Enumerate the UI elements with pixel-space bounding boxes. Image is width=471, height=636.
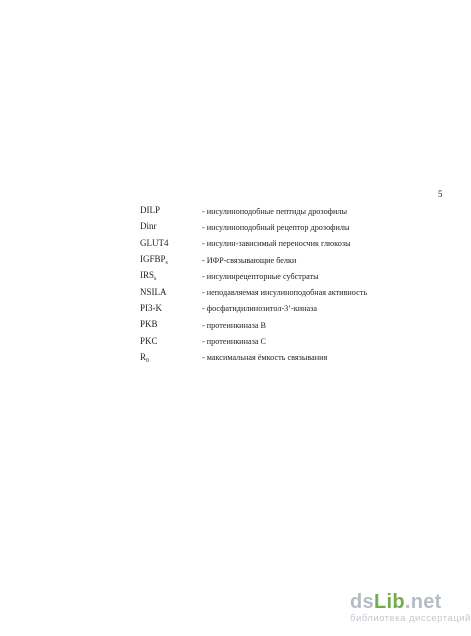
logo-ds: ds [350, 591, 374, 613]
abbreviation-definition: - ИФР-связывающие белки [202, 255, 297, 265]
list-item [140, 350, 400, 366]
abbreviation-term: NSILA [140, 286, 167, 297]
abbreviation-term: PKB [140, 319, 158, 330]
list-item [140, 284, 400, 300]
list-item [140, 219, 400, 235]
abbreviation-term: $R_0$ [140, 351, 150, 364]
abbreviation-term: $IGFBP_s$ [140, 254, 168, 267]
abbreviation-definition: - максимальная ёмкость связывания [202, 353, 328, 363]
list-item [140, 252, 400, 268]
abbreviation-term: PKC [140, 335, 158, 346]
list-item [140, 301, 400, 317]
abbreviation-definition: - инсулиноподобный рецептор дрозофилы [202, 222, 350, 232]
watermark-caption: библиотека диссертаций [350, 613, 471, 624]
abbreviation-definition: - фосфатидилинозитол-3’-киназа [202, 304, 317, 314]
page-number: 5 [438, 189, 443, 199]
abbreviation-definition: - протеинкиназа B [202, 320, 266, 330]
abbreviation-definition: - инсулиноподобные пептиды дрозофилы [202, 206, 347, 216]
abbreviation-definition: - инсулин-зависимый переносчик глюкозы [202, 239, 351, 249]
abbreviation-term: $IRS_s$ [140, 270, 157, 283]
abbreviation-list [140, 203, 400, 366]
abbreviation-definition: - протеинкиназа C [202, 337, 266, 347]
logo-net: .net [404, 591, 442, 613]
list-item [140, 268, 400, 284]
list-item [140, 236, 400, 252]
abbreviation-term: PI3-K [140, 302, 162, 313]
abbreviation-term: DILP [140, 205, 160, 216]
list-item [140, 317, 400, 333]
abbreviation-term: GLUT4 [140, 237, 169, 248]
dslib-logo [350, 592, 446, 612]
abbreviation-term: Dinr [140, 221, 157, 232]
dslib-watermark [350, 591, 471, 626]
abbreviation-definition: - неподавляемая инсулиноподобная активность [202, 288, 368, 298]
logo-lib: Lib [373, 591, 405, 613]
list-item [140, 333, 400, 349]
list-item [140, 203, 400, 219]
abbreviation-definition: - инсулинрецепторные субстраты [202, 271, 319, 281]
